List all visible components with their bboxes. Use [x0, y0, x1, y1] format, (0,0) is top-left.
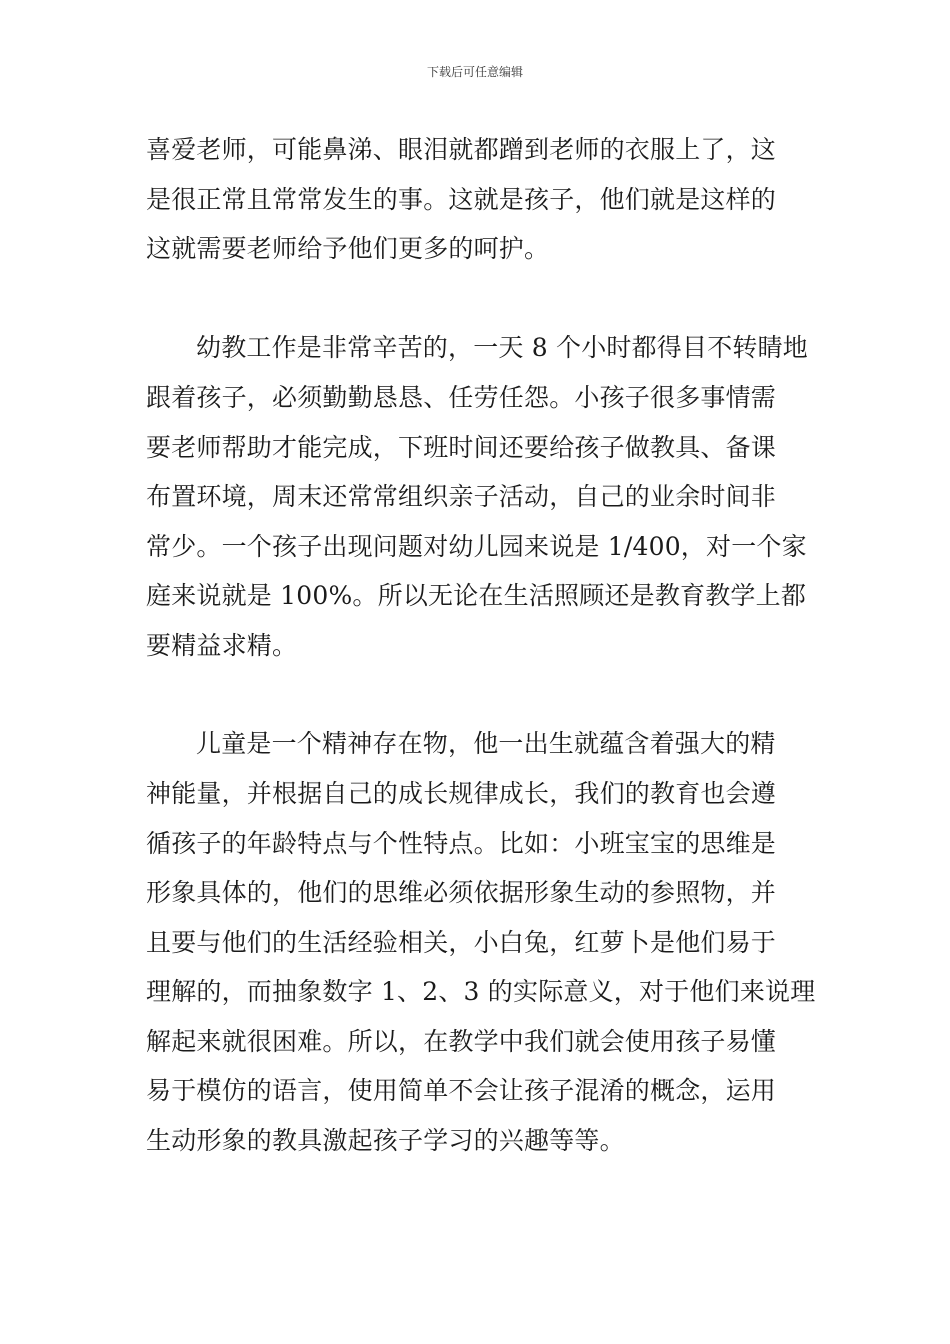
- paragraph-line: 要精益求精。: [146, 631, 298, 660]
- paragraph-line: 是很正常且常常发生的事。这就是孩子，他们就是这样的: [146, 185, 777, 214]
- paragraph-line: 生动形象的教具激起孩子学习的兴趣等等。: [146, 1126, 625, 1155]
- page-header: 下载后可任意编辑: [426, 65, 523, 79]
- paragraph-line: 幼教工作是非常辛苦的，一天 8 个小时都得目不转睛地: [196, 333, 809, 362]
- paragraph-line: 神能量，并根据自己的成长规律成长，我们的教育也会遵: [146, 779, 777, 808]
- paragraph-line: 且要与他们的生活经验相关，小白兔，红萝卜是他们易于: [146, 928, 777, 957]
- paragraph-line: 庭来说就是 100%。所以无论在生活照顾还是教育教学上都: [146, 581, 807, 610]
- paragraph-line: 这就需要老师给予他们更多的呵护。: [146, 234, 550, 263]
- paragraph-line: 跟着孩子，必须勤勤恳恳、任劳任怨。小孩子很多事情需: [146, 383, 777, 412]
- paragraph-line: 易于模仿的语言，使用简单不会让孩子混淆的概念，运用: [146, 1076, 777, 1105]
- paragraph-line: 布置环境，周末还常常组织亲子活动，自己的业余时间非: [146, 482, 777, 511]
- paragraph-line: 儿童是一个精神存在物，他一出生就蕴含着强大的精: [196, 729, 776, 758]
- paragraph-line: 理解的，而抽象数字 1、2、3 的实际意义，对于他们来说理: [146, 977, 816, 1006]
- paragraph-line: 循孩子的年龄特点与个性特点。比如：小班宝宝的思维是: [146, 829, 777, 858]
- paragraph-line: 要老师帮助才能完成，下班时间还要给孩子做教具、备课: [146, 433, 777, 462]
- paragraph-line: 解起来就很困难。所以，在教学中我们就会使用孩子易懂: [146, 1027, 777, 1056]
- paragraph-line: 常少。一个孩子出现问题对幼儿园来说是 1/400，对一个家: [146, 532, 807, 561]
- paragraph-line: 形象具体的，他们的思维必须依据形象生动的参照物，并: [146, 878, 777, 907]
- paragraph-line: 喜爱老师，可能鼻涕、眼泪就都蹭到老师的衣服上了，这: [146, 135, 777, 164]
